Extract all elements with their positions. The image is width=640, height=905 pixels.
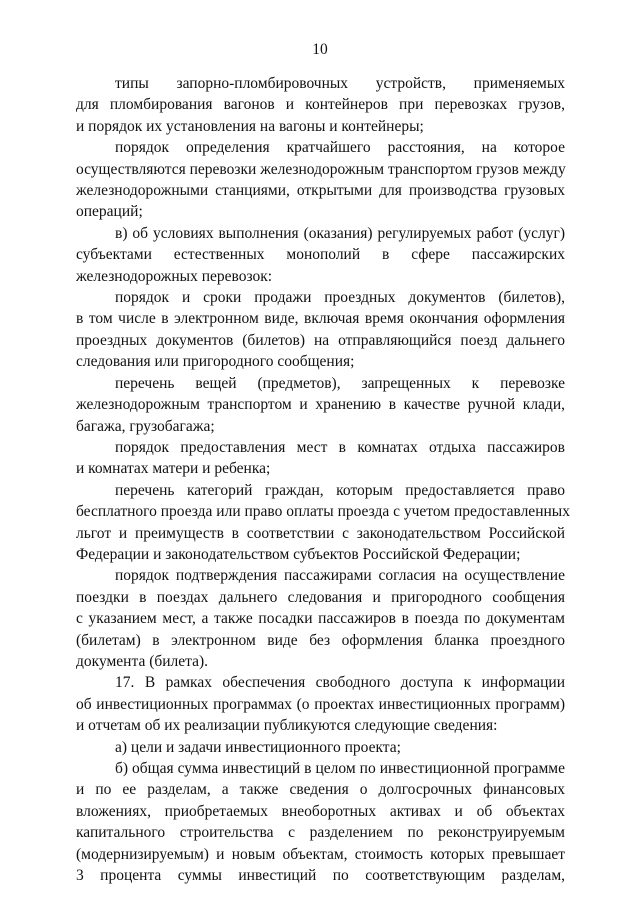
text-line: и отчетам об их реализации публикуются следующие сведения:: [76, 717, 498, 735]
text-line: б) общая сумма инвестиций в целом по инвестиционной программе: [115, 760, 565, 777]
text-line: 17. В рамках обеспечения свободного доступа к информации: [115, 674, 565, 692]
text-line: железнодорожным транспортом и хранению в качестве ручной клади,: [76, 396, 565, 414]
text-line: об инвестиционных программах (о проектах инвестиционных программ): [76, 695, 565, 713]
text-line: следования или пригородного сообщения;: [76, 353, 355, 371]
text-line: в том числе в электронном виде, включая время окончания оформления: [76, 310, 565, 328]
text-line: и по ее разделам, а также сведения о долгосрочных финансовых: [76, 781, 565, 799]
text-line: железнодорожными станциями, открытыми для производства грузовых: [76, 182, 565, 200]
text-line: операций;: [76, 203, 143, 221]
text-line: а) цели и задачи инвестиционного проекта;: [115, 738, 401, 756]
text-line: порядок предоставления мест в комнатах отдыха пассажиров: [115, 438, 565, 456]
text-line: железнодорожных перевозок:: [76, 267, 273, 285]
text-line: осуществляются перевозки железнодорожным транспортом грузов между: [76, 160, 566, 178]
document-body: [76, 73, 570, 886]
text-line: с указанием мест, а также посадки пассажиров в поезда по документам: [76, 610, 565, 628]
text-line: (билетам) в электронном виде без оформления бланка проездного: [76, 631, 565, 649]
text-line: порядок подтверждения пассажирами согласия на осуществление: [115, 567, 565, 585]
text-line: перечень вещей (предметов), запрещенных к перевозке: [115, 374, 565, 392]
text-line: бесплатного проезда или право оплаты проезда с учетом предоставленных: [76, 503, 570, 521]
text-line: для пломбирования вагонов и контейнеров при перевозках грузов,: [76, 96, 565, 114]
text-line: порядок определения кратчайшего расстояния, на которое: [115, 139, 565, 157]
text-line: и комнатах матери и ребенка;: [76, 460, 271, 478]
text-line: проездных документов (билетов) на отправляющийся поезд дальнего: [76, 331, 565, 349]
text-line: вложениях, приобретаемых внеоборотных активах и об объектах: [76, 802, 565, 820]
text-line: багажа, грузобагажа;: [76, 417, 215, 435]
text-line: и порядок их установления на вагоны и контейнеры;: [76, 117, 424, 135]
text-line: (модернизируемым) и новым объектам, стоимость которых превышает: [76, 845, 565, 863]
text-line: типы запорно-пломбировочных устройств, применяемых: [115, 75, 565, 92]
text-line: капитального строительства с разделением по реконструируемым: [76, 824, 565, 842]
text-line: Федерации и законодательством субъектов Российской Федерации;: [76, 545, 521, 563]
text-line: в) об условиях выполнения (оказания) регулируемых работ (услуг): [115, 224, 565, 242]
text-line: субъектами естественных монополий в сфере пассажирских: [76, 246, 565, 264]
text-line: документа (билета).: [76, 652, 209, 670]
text-line: перечень категорий граждан, которым предоставляется право: [115, 481, 565, 499]
page-number: 10: [312, 41, 328, 58]
text-line: поездки в поездах дальнего следования и пригородного сообщения: [76, 588, 565, 606]
text-line: 3 процента суммы инвестиций по соответствующим разделам,: [76, 867, 565, 885]
text-line: льгот и преимуществ в соответствии с законодательством Российской: [76, 524, 565, 542]
text-line: порядок и сроки продажи проездных документов (билетов),: [115, 289, 565, 307]
